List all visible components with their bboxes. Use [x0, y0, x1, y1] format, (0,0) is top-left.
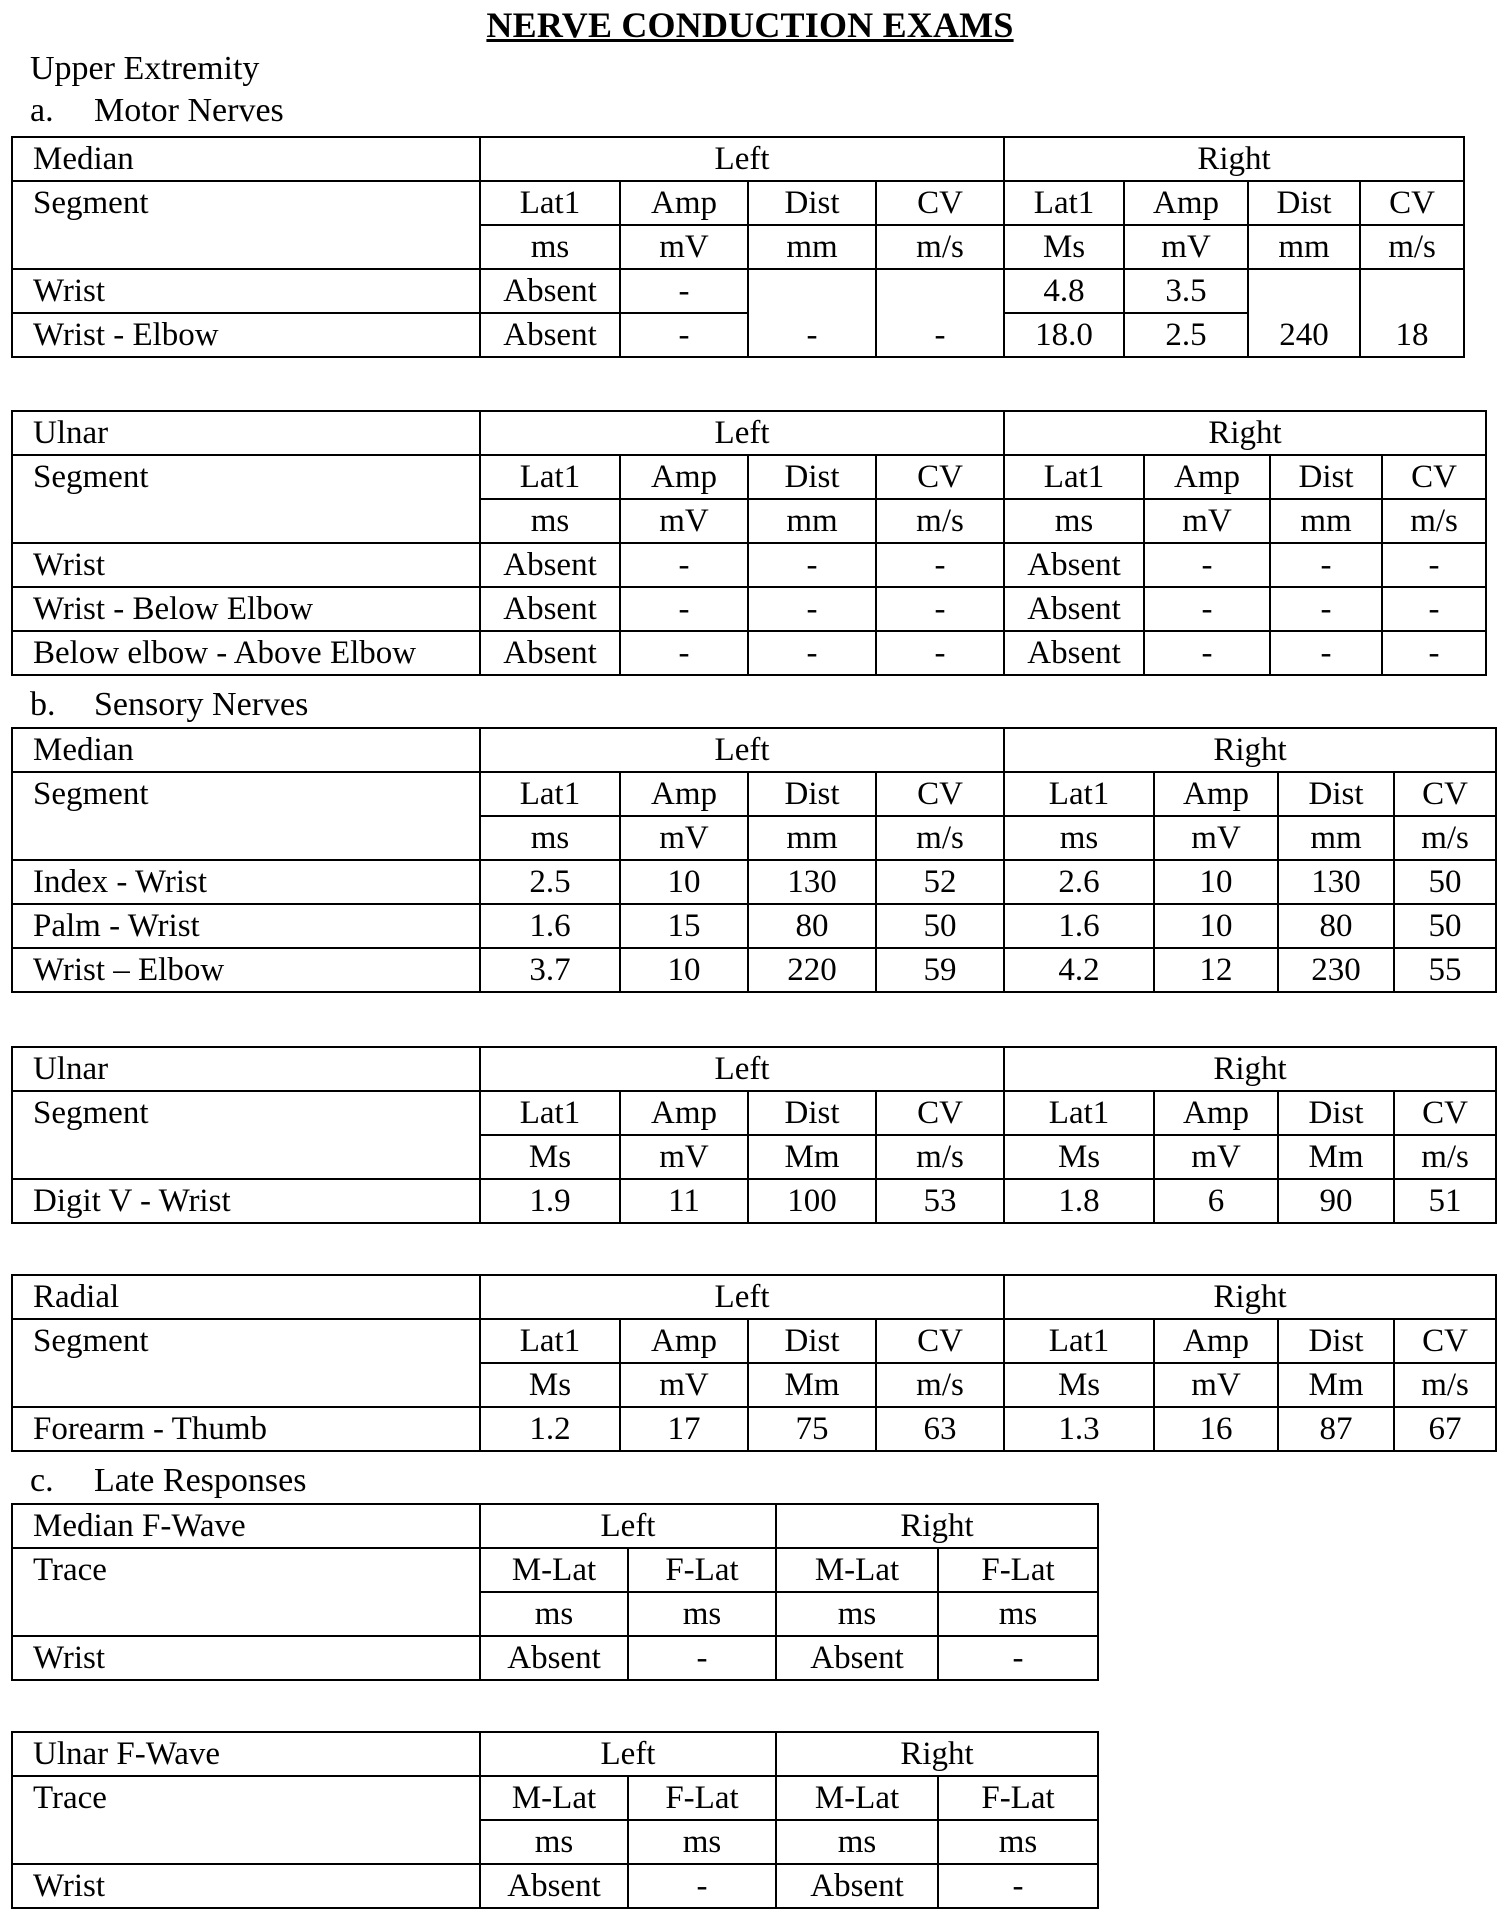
- unit-cell: m/s: [876, 1363, 1004, 1407]
- col-header: M-Lat: [776, 1776, 938, 1820]
- left-header: Left: [480, 1275, 1004, 1319]
- subsection-motor: [30, 92, 284, 130]
- unit-cell: mm: [748, 499, 876, 543]
- unit-cell: mV: [620, 1135, 748, 1179]
- col-header: Dist: [748, 1319, 876, 1363]
- right-header: Right: [1004, 728, 1496, 772]
- subsection-marker: a.: [30, 92, 54, 129]
- col-header: CV: [1394, 772, 1496, 816]
- value-cell: -: [1270, 631, 1382, 675]
- table-row: [12, 269, 1464, 313]
- unit-cell: mm: [748, 225, 876, 269]
- col-header: CV: [876, 181, 1004, 225]
- trace-header: Trace: [12, 1548, 480, 1636]
- value-cell: Absent: [1004, 587, 1144, 631]
- table-row: [12, 948, 1496, 992]
- col-header: Lat1: [1004, 1319, 1154, 1363]
- value-cell: -: [938, 1636, 1098, 1680]
- value-cell: 1.8: [1004, 1179, 1154, 1223]
- value-cell: 2.6: [1004, 860, 1154, 904]
- value-cell: -: [1144, 631, 1270, 675]
- value-cell: 10: [620, 860, 748, 904]
- table-row: [12, 1636, 1098, 1680]
- value-cell: 90: [1278, 1179, 1394, 1223]
- unit-cell: mm: [1248, 225, 1360, 269]
- value-cell: 1.9: [480, 1179, 620, 1223]
- value-cell: 18.0: [1004, 313, 1124, 357]
- segment-header: Segment: [12, 1319, 480, 1407]
- subsection-marker: b.: [30, 686, 56, 723]
- unit-cell: mV: [620, 816, 748, 860]
- unit-cell: m/s: [1394, 816, 1496, 860]
- col-header: F-Lat: [938, 1548, 1098, 1592]
- unit-cell: mV: [620, 499, 748, 543]
- col-header: Lat1: [480, 181, 620, 225]
- col-header: Amp: [1154, 1091, 1278, 1135]
- unit-cell: ms: [480, 1592, 628, 1636]
- value-cell: 63: [876, 1407, 1004, 1451]
- value-cell: 220: [748, 948, 876, 992]
- col-header: Dist: [1278, 772, 1394, 816]
- motor-median-table: [11, 136, 1465, 358]
- segment-cell: Forearm - Thumb: [12, 1407, 480, 1451]
- median-fwave-table: [11, 1503, 1099, 1681]
- sensory-radial-table: [11, 1274, 1497, 1452]
- subsection-label: Late Responses: [94, 1462, 307, 1499]
- trace-header: Trace: [12, 1776, 480, 1864]
- value-cell: -: [620, 631, 748, 675]
- value-cell: -: [876, 543, 1004, 587]
- table-row: [12, 860, 1496, 904]
- value-cell: -: [876, 631, 1004, 675]
- ulnar-fwave-table: [11, 1731, 1099, 1909]
- right-header: Right: [776, 1732, 1098, 1776]
- col-header: Dist: [1270, 455, 1382, 499]
- value-cell: -: [620, 587, 748, 631]
- col-header: Lat1: [480, 772, 620, 816]
- col-header: Lat1: [1004, 1091, 1154, 1135]
- col-header: Dist: [748, 1091, 876, 1135]
- value-cell: 59: [876, 948, 1004, 992]
- segment-cell: Wrist - Elbow: [12, 313, 480, 357]
- value-cell: Absent: [480, 1864, 628, 1908]
- value-cell: -: [1382, 587, 1486, 631]
- value-cell: 11: [620, 1179, 748, 1223]
- value-cell: Absent: [776, 1864, 938, 1908]
- value-cell: 10: [1154, 860, 1278, 904]
- subsection-late: [30, 1462, 306, 1500]
- col-header: M-Lat: [480, 1548, 628, 1592]
- unit-cell: Ms: [1004, 1363, 1154, 1407]
- value-cell: 52: [876, 860, 1004, 904]
- value-cell: -: [1382, 631, 1486, 675]
- value-cell: 55: [1394, 948, 1496, 992]
- unit-cell: m/s: [876, 225, 1004, 269]
- right-header: Right: [1004, 137, 1464, 181]
- subsection-sensory: [30, 686, 308, 724]
- unit-cell: ms: [938, 1820, 1098, 1864]
- motor-ulnar-table: [11, 410, 1487, 676]
- col-header: CV: [876, 1319, 1004, 1363]
- col-header: Amp: [620, 1319, 748, 1363]
- value-cell: 67: [1394, 1407, 1496, 1451]
- unit-cell: ms: [938, 1592, 1098, 1636]
- unit-cell: m/s: [1360, 225, 1464, 269]
- value-cell: -: [628, 1636, 776, 1680]
- value-cell: 2.5: [1124, 313, 1248, 357]
- unit-cell: m/s: [876, 1135, 1004, 1179]
- unit-cell: m/s: [876, 499, 1004, 543]
- col-header: Dist: [1278, 1319, 1394, 1363]
- value-cell: 80: [748, 904, 876, 948]
- unit-cell: ms: [628, 1820, 776, 1864]
- col-header: Amp: [1144, 455, 1270, 499]
- col-header: CV: [1382, 455, 1486, 499]
- col-header: Amp: [620, 1091, 748, 1135]
- unit-cell: m/s: [1394, 1135, 1496, 1179]
- unit-cell: Ms: [480, 1135, 620, 1179]
- unit-cell: mm: [748, 816, 876, 860]
- value-cell: 130: [748, 860, 876, 904]
- segment-header: Segment: [12, 181, 480, 269]
- unit-cell: ms: [1004, 816, 1154, 860]
- segment-cell: Wrist: [12, 269, 480, 313]
- col-header: CV: [876, 1091, 1004, 1135]
- value-cell: Absent: [776, 1636, 938, 1680]
- unit-cell: ms: [776, 1592, 938, 1636]
- col-header: Lat1: [1004, 455, 1144, 499]
- value-cell: -: [628, 1864, 776, 1908]
- col-header: Lat1: [1004, 181, 1124, 225]
- value-cell: 75: [748, 1407, 876, 1451]
- table-row: [12, 543, 1486, 587]
- col-header: CV: [876, 455, 1004, 499]
- value-cell: 17: [620, 1407, 748, 1451]
- value-cell: -: [1382, 543, 1486, 587]
- unit-cell: mV: [620, 225, 748, 269]
- segment-cell: Index - Wrist: [12, 860, 480, 904]
- table-row: [12, 904, 1496, 948]
- col-header: Amp: [1154, 772, 1278, 816]
- nerve-name: Radial: [12, 1275, 480, 1319]
- right-header: Right: [776, 1504, 1098, 1548]
- right-header: Right: [1004, 1047, 1496, 1091]
- nerve-name: Ulnar: [12, 1047, 480, 1091]
- unit-cell: Ms: [1004, 1135, 1154, 1179]
- unit-cell: mV: [1154, 1363, 1278, 1407]
- value-cell: 18: [1360, 269, 1464, 357]
- col-header: Amp: [1154, 1319, 1278, 1363]
- unit-cell: mV: [1144, 499, 1270, 543]
- value-cell: 230: [1278, 948, 1394, 992]
- unit-cell: ms: [1004, 499, 1144, 543]
- unit-cell: mm: [1278, 816, 1394, 860]
- value-cell: Absent: [1004, 631, 1144, 675]
- segment-header: Segment: [12, 455, 480, 543]
- value-cell: 240: [1248, 269, 1360, 357]
- value-cell: -: [938, 1864, 1098, 1908]
- table-row: [12, 1864, 1098, 1908]
- value-cell: Absent: [480, 631, 620, 675]
- value-cell: -: [620, 269, 748, 313]
- value-cell: -: [748, 543, 876, 587]
- value-cell: -: [748, 269, 876, 357]
- unit-cell: ms: [480, 816, 620, 860]
- value-cell: 1.2: [480, 1407, 620, 1451]
- value-cell: Absent: [480, 1636, 628, 1680]
- col-header: Dist: [1278, 1091, 1394, 1135]
- unit-cell: ms: [480, 1820, 628, 1864]
- subsection-marker: c.: [30, 1462, 54, 1499]
- value-cell: 6: [1154, 1179, 1278, 1223]
- segment-cell: Palm - Wrist: [12, 904, 480, 948]
- value-cell: 15: [620, 904, 748, 948]
- col-header: CV: [1394, 1319, 1496, 1363]
- segment-cell: Wrist – Elbow: [12, 948, 480, 992]
- segment-cell: Below elbow - Above Elbow: [12, 631, 480, 675]
- value-cell: 50: [876, 904, 1004, 948]
- unit-cell: m/s: [1394, 1363, 1496, 1407]
- unit-cell: m/s: [1382, 499, 1486, 543]
- subsection-label: Motor Nerves: [94, 92, 284, 129]
- nerve-name: Median F-Wave: [12, 1504, 480, 1548]
- table-row: [12, 313, 1464, 357]
- col-header: Amp: [620, 772, 748, 816]
- value-cell: 4.8: [1004, 269, 1124, 313]
- value-cell: -: [748, 587, 876, 631]
- value-cell: -: [620, 543, 748, 587]
- col-header: Amp: [1124, 181, 1248, 225]
- value-cell: 10: [1154, 904, 1278, 948]
- value-cell: -: [1144, 587, 1270, 631]
- unit-cell: Ms: [1004, 225, 1124, 269]
- value-cell: 53: [876, 1179, 1004, 1223]
- left-header: Left: [480, 728, 1004, 772]
- value-cell: 3.7: [480, 948, 620, 992]
- unit-cell: ms: [776, 1820, 938, 1864]
- value-cell: 50: [1394, 904, 1496, 948]
- col-header: Dist: [748, 455, 876, 499]
- page-title: NERVE CONDUCTION EXAMS: [486, 5, 1014, 45]
- col-header: Dist: [1248, 181, 1360, 225]
- table-row: [12, 631, 1486, 675]
- unit-cell: Mm: [748, 1135, 876, 1179]
- left-header: Left: [480, 1732, 776, 1776]
- table-row: [12, 1407, 1496, 1451]
- segment-cell: Wrist: [12, 543, 480, 587]
- value-cell: -: [1270, 543, 1382, 587]
- unit-cell: Mm: [1278, 1135, 1394, 1179]
- col-header: CV: [1360, 181, 1464, 225]
- subsection-label: Sensory Nerves: [94, 686, 309, 723]
- value-cell: 1.3: [1004, 1407, 1154, 1451]
- value-cell: 2.5: [480, 860, 620, 904]
- unit-cell: mV: [620, 1363, 748, 1407]
- value-cell: -: [1144, 543, 1270, 587]
- value-cell: 130: [1278, 860, 1394, 904]
- table-row: [12, 587, 1486, 631]
- nerve-name: Ulnar F-Wave: [12, 1732, 480, 1776]
- nerve-name: Ulnar: [12, 411, 480, 455]
- left-header: Left: [480, 1047, 1004, 1091]
- col-header: Amp: [620, 455, 748, 499]
- col-header: CV: [1394, 1091, 1496, 1135]
- segment-cell: Wrist - Below Elbow: [12, 587, 480, 631]
- value-cell: -: [748, 631, 876, 675]
- unit-cell: mV: [1154, 1135, 1278, 1179]
- value-cell: -: [876, 587, 1004, 631]
- value-cell: -: [620, 313, 748, 357]
- unit-cell: ms: [628, 1592, 776, 1636]
- unit-cell: mm: [1270, 499, 1382, 543]
- value-cell: 16: [1154, 1407, 1278, 1451]
- sensory-ulnar-table: [11, 1046, 1497, 1224]
- left-header: Left: [480, 1504, 776, 1548]
- value-cell: 3.5: [1124, 269, 1248, 313]
- col-header: Amp: [620, 181, 748, 225]
- col-header: Lat1: [1004, 772, 1154, 816]
- nerve-name: Median: [12, 728, 480, 772]
- trace-cell: Wrist: [12, 1636, 480, 1680]
- value-cell: -: [876, 269, 1004, 357]
- segment-header: Segment: [12, 1091, 480, 1179]
- nerve-name: Median: [12, 137, 480, 181]
- col-header: Lat1: [480, 455, 620, 499]
- value-cell: Absent: [480, 543, 620, 587]
- right-header: Right: [1004, 1275, 1496, 1319]
- sensory-median-table: [11, 727, 1497, 993]
- col-header: F-Lat: [938, 1776, 1098, 1820]
- value-cell: 50: [1394, 860, 1496, 904]
- col-header: M-Lat: [480, 1776, 628, 1820]
- right-header: Right: [1004, 411, 1486, 455]
- unit-cell: Mm: [1278, 1363, 1394, 1407]
- col-header: Dist: [748, 181, 876, 225]
- unit-cell: m/s: [876, 816, 1004, 860]
- value-cell: 12: [1154, 948, 1278, 992]
- left-header: Left: [480, 411, 1004, 455]
- segment-cell: Digit V - Wrist: [12, 1179, 480, 1223]
- col-header: Lat1: [480, 1091, 620, 1135]
- col-header: F-Lat: [628, 1776, 776, 1820]
- value-cell: 51: [1394, 1179, 1496, 1223]
- value-cell: Absent: [480, 313, 620, 357]
- unit-cell: Mm: [748, 1363, 876, 1407]
- unit-cell: ms: [480, 225, 620, 269]
- table-row: [12, 1179, 1496, 1223]
- trace-cell: Wrist: [12, 1864, 480, 1908]
- value-cell: -: [1270, 587, 1382, 631]
- value-cell: 1.6: [480, 904, 620, 948]
- unit-cell: Ms: [480, 1363, 620, 1407]
- value-cell: 1.6: [1004, 904, 1154, 948]
- segment-header: Segment: [12, 772, 480, 860]
- value-cell: Absent: [480, 269, 620, 313]
- unit-cell: mV: [1154, 816, 1278, 860]
- value-cell: Absent: [480, 587, 620, 631]
- col-header: CV: [876, 772, 1004, 816]
- unit-cell: mV: [1124, 225, 1248, 269]
- col-header: M-Lat: [776, 1548, 938, 1592]
- value-cell: 87: [1278, 1407, 1394, 1451]
- col-header: F-Lat: [628, 1548, 776, 1592]
- section-heading: Upper Extremity: [30, 50, 260, 87]
- unit-cell: ms: [480, 499, 620, 543]
- value-cell: Absent: [1004, 543, 1144, 587]
- value-cell: 4.2: [1004, 948, 1154, 992]
- left-header: Left: [480, 137, 1004, 181]
- value-cell: 10: [620, 948, 748, 992]
- value-cell: 80: [1278, 904, 1394, 948]
- col-header: Dist: [748, 772, 876, 816]
- col-header: Lat1: [480, 1319, 620, 1363]
- value-cell: 100: [748, 1179, 876, 1223]
